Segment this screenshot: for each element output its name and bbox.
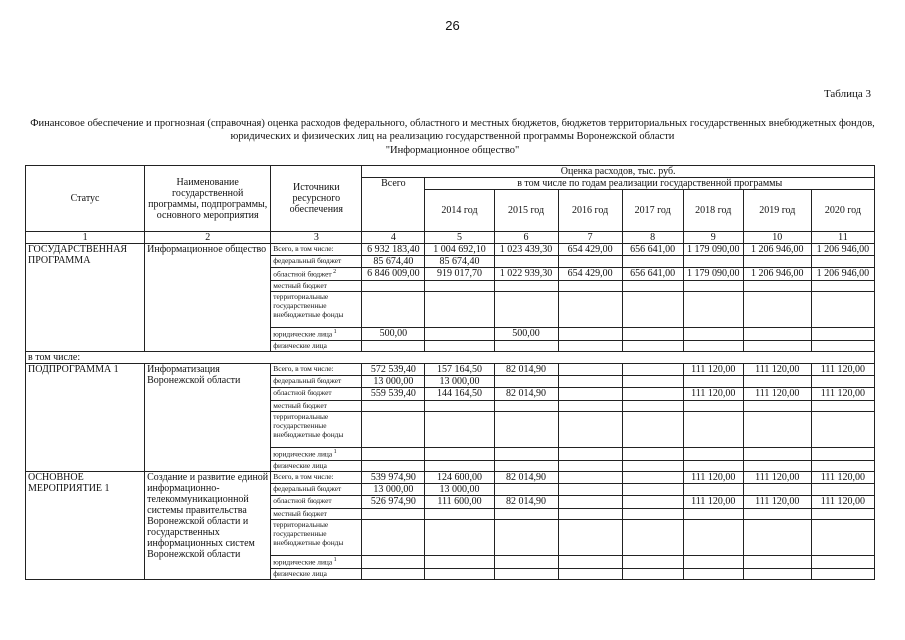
value-cell — [811, 556, 874, 569]
value-cell — [683, 509, 743, 520]
value-cell — [811, 341, 874, 352]
value-cell — [494, 376, 558, 388]
value-cell — [743, 401, 811, 412]
value-cell — [743, 328, 811, 341]
program-name: "Информационное общество" — [385, 145, 520, 156]
value-cell — [622, 412, 683, 448]
value-cell — [743, 341, 811, 352]
source-cell: физические лица — [271, 461, 362, 472]
value-cell — [743, 281, 811, 292]
value-cell — [683, 401, 743, 412]
value-cell: 111 120,00 — [743, 388, 811, 401]
value-cell — [743, 256, 811, 268]
value-cell: 111 120,00 — [811, 364, 874, 376]
value-cell — [494, 341, 558, 352]
value-cell — [558, 401, 622, 412]
value-cell — [811, 520, 874, 556]
value-cell — [622, 461, 683, 472]
name-cell: Создание и развитие единой информационно-телекоммуникационной системы правительства Воронежской области и государственных информационных систем Воронежской области — [145, 472, 271, 580]
value-cell — [425, 412, 494, 448]
value-cell — [362, 569, 425, 580]
value-cell — [558, 520, 622, 556]
value-cell — [425, 292, 494, 328]
column-number: 4 — [362, 232, 425, 244]
value-cell — [362, 520, 425, 556]
value-cell — [558, 496, 622, 509]
value-cell — [811, 448, 874, 461]
source-cell: физические лица — [271, 569, 362, 580]
value-cell: 656 641,00 — [622, 244, 683, 256]
header-estimate: Оценка расходов, тыс. руб. — [362, 166, 875, 178]
value-cell — [494, 448, 558, 461]
value-cell — [425, 448, 494, 461]
value-cell — [811, 412, 874, 448]
value-cell — [558, 376, 622, 388]
value-cell — [494, 556, 558, 569]
value-cell — [811, 401, 874, 412]
header-year-4: 2017 год — [622, 190, 683, 232]
value-cell: 6 846 009,00 — [362, 268, 425, 281]
footnote-mark: 1 — [332, 449, 337, 455]
value-cell — [425, 509, 494, 520]
value-cell — [683, 292, 743, 328]
value-cell — [494, 256, 558, 268]
source-cell: Всего, в том числе: — [271, 364, 362, 376]
value-cell — [425, 341, 494, 352]
value-cell — [743, 569, 811, 580]
value-cell — [558, 281, 622, 292]
value-cell — [811, 256, 874, 268]
value-cell — [811, 484, 874, 496]
value-cell — [683, 412, 743, 448]
value-cell — [425, 461, 494, 472]
value-cell — [362, 461, 425, 472]
value-cell — [811, 569, 874, 580]
value-cell: 1 022 939,30 — [494, 268, 558, 281]
value-cell — [811, 376, 874, 388]
column-number: 2 — [145, 232, 271, 244]
value-cell — [622, 448, 683, 461]
value-cell — [558, 364, 622, 376]
column-number: 10 — [743, 232, 811, 244]
page-number: 26 — [445, 18, 460, 33]
value-cell — [811, 281, 874, 292]
header-name: Наименование государственной программы, подпрограммы, основного мероприятия — [145, 166, 271, 232]
value-cell — [683, 341, 743, 352]
value-cell — [622, 364, 683, 376]
value-cell — [683, 256, 743, 268]
value-cell: 1 179 090,00 — [683, 268, 743, 281]
source-cell: юридические лица $^1$ — [271, 556, 362, 569]
value-cell — [743, 292, 811, 328]
value-cell: 13 000,00 — [425, 376, 494, 388]
value-cell — [425, 569, 494, 580]
value-cell: 13 000,00 — [362, 376, 425, 388]
source-cell: юридические лица $^1$ — [271, 328, 362, 341]
name-cell: Информационное общество — [145, 244, 271, 352]
source-cell: территориальные государственные внебюджетные фонды — [271, 520, 362, 556]
value-cell — [494, 292, 558, 328]
footnote-mark: 2 — [331, 269, 337, 275]
column-number: 9 — [683, 232, 743, 244]
column-number: 11 — [811, 232, 874, 244]
value-cell: 111 120,00 — [811, 472, 874, 484]
value-cell — [362, 281, 425, 292]
value-cell: 13 000,00 — [362, 484, 425, 496]
value-cell: 85 674,40 — [425, 256, 494, 268]
value-cell — [622, 292, 683, 328]
source-cell: юридические лица $^1$ — [271, 448, 362, 461]
status-cell: ОСНОВНОЕ МЕРОПРИЯТИЕ 1 — [26, 472, 145, 580]
value-cell — [425, 328, 494, 341]
column-number: 3 — [271, 232, 362, 244]
value-cell — [622, 509, 683, 520]
value-cell — [558, 412, 622, 448]
source-cell: областной бюджет $^2$ — [271, 268, 362, 281]
value-cell — [425, 556, 494, 569]
header-year-2: 2015 год — [494, 190, 558, 232]
value-cell: 124 600,00 — [425, 472, 494, 484]
value-cell — [683, 376, 743, 388]
source-cell: местный бюджет — [271, 401, 362, 412]
value-cell — [622, 569, 683, 580]
value-cell — [362, 448, 425, 461]
value-cell: 654 429,00 — [558, 268, 622, 281]
value-cell — [494, 520, 558, 556]
value-cell: 111 120,00 — [743, 472, 811, 484]
value-cell: 111 120,00 — [811, 496, 874, 509]
value-cell — [743, 412, 811, 448]
column-number: 1 — [26, 232, 145, 244]
value-cell — [622, 520, 683, 556]
source-cell: физические лица — [271, 341, 362, 352]
value-cell — [362, 412, 425, 448]
value-cell — [622, 341, 683, 352]
value-cell: 111 120,00 — [743, 364, 811, 376]
value-cell — [743, 520, 811, 556]
value-cell: 919 017,70 — [425, 268, 494, 281]
table-label: Таблица 3 — [823, 88, 871, 100]
value-cell — [743, 484, 811, 496]
header-year-6: 2019 год — [743, 190, 811, 232]
value-cell: 1 023 439,30 — [494, 244, 558, 256]
value-cell — [558, 388, 622, 401]
value-cell — [362, 292, 425, 328]
header-status: Статус — [26, 166, 145, 232]
value-cell — [558, 509, 622, 520]
value-cell: 144 164,50 — [425, 388, 494, 401]
value-cell — [558, 472, 622, 484]
value-cell: 111 120,00 — [743, 496, 811, 509]
value-cell: 1 004 692,10 — [425, 244, 494, 256]
value-cell: 654 429,00 — [558, 244, 622, 256]
value-cell — [558, 341, 622, 352]
value-cell: 1 206 946,00 — [743, 244, 811, 256]
value-cell: 13 000,00 — [425, 484, 494, 496]
header-total: Всего — [362, 178, 425, 232]
value-cell — [743, 556, 811, 569]
value-cell: 85 674,40 — [362, 256, 425, 268]
status-cell: ГОСУДАРСТВЕННАЯ ПРОГРАММА — [26, 244, 145, 352]
value-cell — [622, 376, 683, 388]
value-cell: 559 539,40 — [362, 388, 425, 401]
value-cell: 111 120,00 — [683, 388, 743, 401]
value-cell — [494, 569, 558, 580]
header-by-years: в том числе по годам реализации государственной программы — [425, 178, 875, 190]
document-title: Финансовое обеспечение и прогнозная (справочная) оценка расходов федерального, областного и местных бюджетов, бюджетов территориальных государственных внебюджетных фондов, юридических и физических лиц на реализацию государственной программы Воронежской области — [30, 118, 875, 142]
value-cell: 572 539,40 — [362, 364, 425, 376]
value-cell — [622, 556, 683, 569]
value-cell — [683, 281, 743, 292]
financing-table — [25, 165, 875, 580]
header-year-5: 2018 год — [683, 190, 743, 232]
value-cell: 500,00 — [494, 328, 558, 341]
value-cell — [622, 472, 683, 484]
value-cell — [558, 484, 622, 496]
in-total-label: в том числе: — [26, 352, 875, 364]
value-cell — [683, 328, 743, 341]
footnote-mark: 1 — [332, 557, 337, 563]
value-cell — [811, 292, 874, 328]
source-cell: местный бюджет — [271, 281, 362, 292]
value-cell — [558, 448, 622, 461]
status-cell: ПОДПРОГРАММА 1 — [26, 364, 145, 472]
value-cell — [494, 281, 558, 292]
value-cell: 82 014,90 — [494, 364, 558, 376]
value-cell: 539 974,90 — [362, 472, 425, 484]
value-cell — [494, 461, 558, 472]
column-number: 6 — [494, 232, 558, 244]
value-cell — [683, 448, 743, 461]
value-cell: 111 600,00 — [425, 496, 494, 509]
value-cell — [362, 509, 425, 520]
header-year-3: 2016 год — [558, 190, 622, 232]
value-cell: 82 014,90 — [494, 472, 558, 484]
table-row — [26, 244, 875, 256]
source-cell: местный бюджет — [271, 509, 362, 520]
value-cell — [622, 496, 683, 509]
value-cell: 1 206 946,00 — [743, 268, 811, 281]
value-cell: 111 120,00 — [683, 472, 743, 484]
column-number: 5 — [425, 232, 494, 244]
value-cell — [811, 509, 874, 520]
header-year-7: 2020 год — [811, 190, 874, 232]
value-cell — [558, 292, 622, 328]
footnote-mark: 1 — [332, 329, 337, 335]
table-row — [26, 472, 875, 484]
value-cell — [558, 328, 622, 341]
value-cell: 111 120,00 — [683, 496, 743, 509]
value-cell: 1 206 946,00 — [811, 244, 874, 256]
value-cell — [811, 461, 874, 472]
value-cell — [743, 376, 811, 388]
value-cell: 111 120,00 — [811, 388, 874, 401]
value-cell — [743, 509, 811, 520]
column-number: 7 — [558, 232, 622, 244]
header-year-1: 2014 год — [425, 190, 494, 232]
source-cell: областной бюджет — [271, 496, 362, 509]
value-cell — [425, 281, 494, 292]
value-cell: 1 206 946,00 — [811, 268, 874, 281]
value-cell — [622, 484, 683, 496]
value-cell — [683, 520, 743, 556]
value-cell — [494, 484, 558, 496]
source-cell: Всего, в том числе: — [271, 472, 362, 484]
value-cell — [362, 556, 425, 569]
value-cell — [683, 556, 743, 569]
value-cell — [425, 520, 494, 556]
source-cell: федеральный бюджет — [271, 484, 362, 496]
source-cell: территориальные государственные внебюджетные фонды — [271, 412, 362, 448]
source-cell: областной бюджет — [271, 388, 362, 401]
name-cell: Информатизация Воронежской области — [145, 364, 271, 472]
value-cell — [558, 256, 622, 268]
value-cell: 157 164,50 — [425, 364, 494, 376]
value-cell — [622, 328, 683, 341]
column-number: 8 — [622, 232, 683, 244]
value-cell: 1 179 090,00 — [683, 244, 743, 256]
value-cell — [683, 461, 743, 472]
value-cell — [494, 509, 558, 520]
value-cell — [558, 556, 622, 569]
value-cell — [558, 569, 622, 580]
value-cell — [683, 484, 743, 496]
value-cell — [683, 569, 743, 580]
value-cell — [558, 461, 622, 472]
header-sources: Источники ресурсного обеспечения — [271, 166, 362, 232]
value-cell — [494, 412, 558, 448]
value-cell: 500,00 — [362, 328, 425, 341]
value-cell — [743, 461, 811, 472]
source-cell: Всего, в том числе: — [271, 244, 362, 256]
value-cell: 82 014,90 — [494, 388, 558, 401]
value-cell — [362, 341, 425, 352]
value-cell — [622, 281, 683, 292]
value-cell — [622, 256, 683, 268]
value-cell: 526 974,90 — [362, 496, 425, 509]
value-cell — [622, 401, 683, 412]
value-cell — [494, 401, 558, 412]
source-cell: федеральный бюджет — [271, 256, 362, 268]
value-cell — [362, 401, 425, 412]
table-row — [26, 364, 875, 376]
value-cell: 111 120,00 — [683, 364, 743, 376]
value-cell — [811, 328, 874, 341]
value-cell: 6 932 183,40 — [362, 244, 425, 256]
source-cell: территориальные государственные внебюджетные фонды — [271, 292, 362, 328]
value-cell — [743, 448, 811, 461]
value-cell: 82 014,90 — [494, 496, 558, 509]
value-cell — [622, 388, 683, 401]
value-cell: 656 641,00 — [622, 268, 683, 281]
source-cell: федеральный бюджет — [271, 376, 362, 388]
value-cell — [425, 401, 494, 412]
